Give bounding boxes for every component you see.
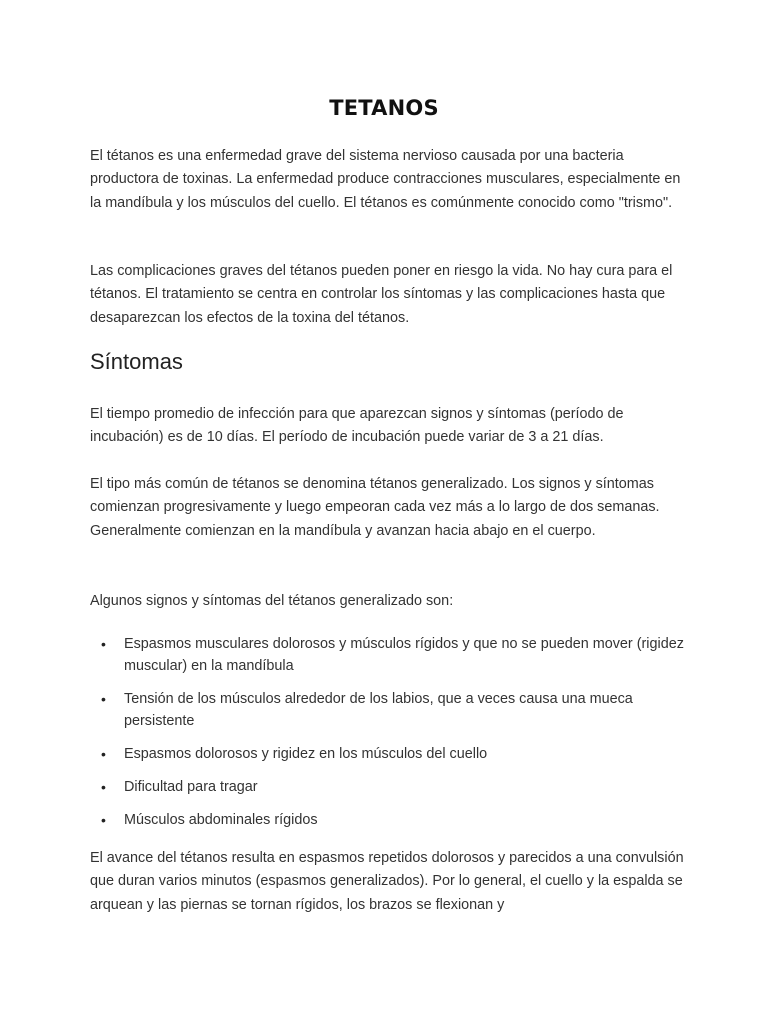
symptoms-intro-paragraph: Algunos signos y síntomas del tétanos generalizado son: — [90, 593, 454, 609]
intro-paragraph-1: El tétanos es una enfermedad grave del sistema nervioso causada por una bacteria productora de toxinas. La enfermedad produce contracciones musculares, especialmente en la mandíbula y los músculos del cuello. El tétanos es comúnmente conocido como "trismo". — [90, 148, 681, 211]
bullet-icon: • — [101, 691, 106, 707]
list-item-text: Espasmos dolorosos y rigidez en los músculos del cuello — [124, 746, 488, 762]
list-item-text: Dificultad para tragar — [124, 779, 258, 795]
section-heading-sintomas: Síntomas — [90, 349, 183, 374]
list-item — [90, 688, 690, 732]
list-item — [90, 809, 690, 831]
list-item — [90, 776, 690, 798]
bullet-icon: • — [101, 812, 106, 828]
list-item-text: Músculos abdominales rígidos — [124, 812, 318, 828]
list-item — [90, 743, 690, 765]
symptoms-list — [90, 633, 690, 842]
document-title: TETANOS — [329, 96, 439, 120]
bullet-icon: • — [101, 746, 106, 762]
generalized-tetanus-paragraph: El tipo más común de tétanos se denomina tétanos generalizado. Los signos y síntomas comienzan progresivamente y luego empeoran cada vez más a lo largo de dos semanas. Generalmente comienzan en la mandíbula y avanzan hacia abajo en el cuerpo. — [90, 476, 660, 539]
intro-paragraph-2: Las complicaciones graves del tétanos pueden poner en riesgo la vida. No hay cura para el tétanos. El tratamiento se centra en controlar los síntomas y las complicaciones hasta que desaparezcan los efectos de la toxina del tétanos. — [90, 263, 673, 326]
incubation-paragraph: El tiempo promedio de infección para que aparezcan signos y síntomas (período de incubación) es de 10 días. El período de incubación puede variar de 3 a 21 días. — [90, 406, 624, 446]
list-item-text: Tensión de los músculos alrededor de los labios, que a veces causa una mueca persistente — [124, 691, 633, 729]
list-item-text: Espasmos musculares dolorosos y músculos rígidos y que no se pueden mover (rigidez muscular) en la mandíbula — [124, 636, 684, 674]
bullet-icon: • — [101, 779, 106, 795]
bullet-icon: • — [101, 636, 106, 652]
closing-paragraph: El avance del tétanos resulta en espasmos repetidos dolorosos y parecidos a una convulsión que duran varios minutos (espasmos generalizados). Por lo general, el cuello y la espalda se arquean y las piernas se tornan rígidos, los brazos se flexionan y — [90, 850, 684, 913]
list-item — [90, 633, 690, 677]
